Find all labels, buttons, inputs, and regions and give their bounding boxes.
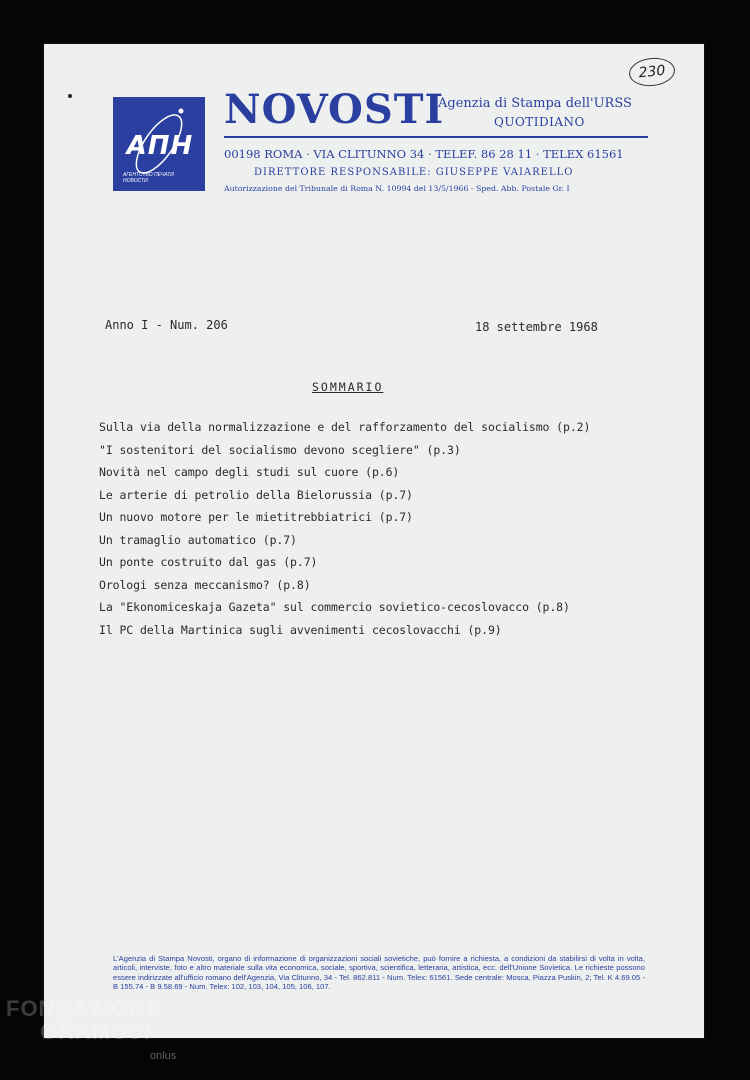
toc-item: Sulla via della normalizzazione e del rafforzamento del socialismo (p.2) <box>99 420 591 434</box>
sommario-title: SOMMARIO <box>312 380 384 394</box>
watermark-line1: FONDAZIONE <box>6 996 162 1021</box>
issue-number: Anno I - Num. 206 <box>105 318 228 332</box>
header-divider <box>224 136 648 138</box>
toc-item: "I sostenitori del socialismo devono scegliere" (p.3) <box>99 442 461 457</box>
quotidiano-label: QUOTIDIANO <box>494 115 585 129</box>
director-line: DIRETTORE RESPONSABILE: GIUSEPPE VAIARELLO <box>254 167 574 178</box>
punch-mark <box>68 94 72 98</box>
document-page <box>44 44 704 1038</box>
toc-item: Le arterie di petrolio della Bielorussia (p.7) <box>99 487 413 502</box>
brand-name: NOVOSTI <box>224 86 445 133</box>
logo-caption: АГЕНТСТВО ПЕЧАТИ НОВОСТИ <box>123 172 174 184</box>
table-of-contents <box>99 416 590 641</box>
logo-letters: АПН <box>126 131 194 161</box>
authorization-line: Autorizzazione del Tribunale di Roma N. 10994 del 13/5/1966 - Sped. Abb. Postale Gr. I <box>224 184 570 193</box>
issue-date: 18 settembre 1968 <box>475 320 598 334</box>
novosti-logo <box>113 97 205 191</box>
archive-number: 230 <box>628 56 677 89</box>
toc-item: Un tramaglio automatico (p.7) <box>99 532 297 547</box>
toc-item: Il PC della Martinica sugli avvenimenti cecoslovacchi (p.9) <box>99 622 502 637</box>
toc-item: La "Ekonomiceskaja Gazeta" sul commercio sovietico-cecoslovacco (p.8) <box>99 600 570 614</box>
toc-item: Un ponte costruito dal gas (p.7) <box>99 555 318 569</box>
toc-item: Orologi senza meccanismo? (p.8) <box>99 577 311 592</box>
toc-item: Novità nel campo degli studi sul cuore (p.6) <box>99 465 400 479</box>
address-line: 00198 ROMA · VIA CLITUNNO 34 · TELEF. 86 28 11 · TELEX 61561 <box>224 147 624 161</box>
watermark-onlus: onlus <box>150 1050 177 1062</box>
watermark-line2: GRAMSCI <box>40 1019 151 1044</box>
footer-notice: L'Agenzia di Stampa Novosti, organo di informazione di organizzazioni sociali sovietiche, può fornire a richiesta, a condizioni da stabilirsi di volta in volta, articoli, interviste, foto e altro materiale sulla vita economica, sociale, sportiva, scientifica, letteraria, artistica, ecc. dell'Unione Sovietica. Le richieste possono essere indirizzate all'ufficio romano dell'Agenzia, Via Clitunno, 34 - Tel. 862.811 - Num. Telex: 61561. Sede centrale: Mosca, Piazza Puskin, 2; Tel. K 4.69.05 - B 155.74 - B 9.58.69 - Num. Telex: 102, 103, 104, 105, 106, 107. <box>113 954 645 992</box>
agency-line: Agenzia di Stampa dell'URSS <box>438 96 632 111</box>
toc-item: Un nuovo motore per le mietitrebbiatrici (p.7) <box>99 510 413 524</box>
